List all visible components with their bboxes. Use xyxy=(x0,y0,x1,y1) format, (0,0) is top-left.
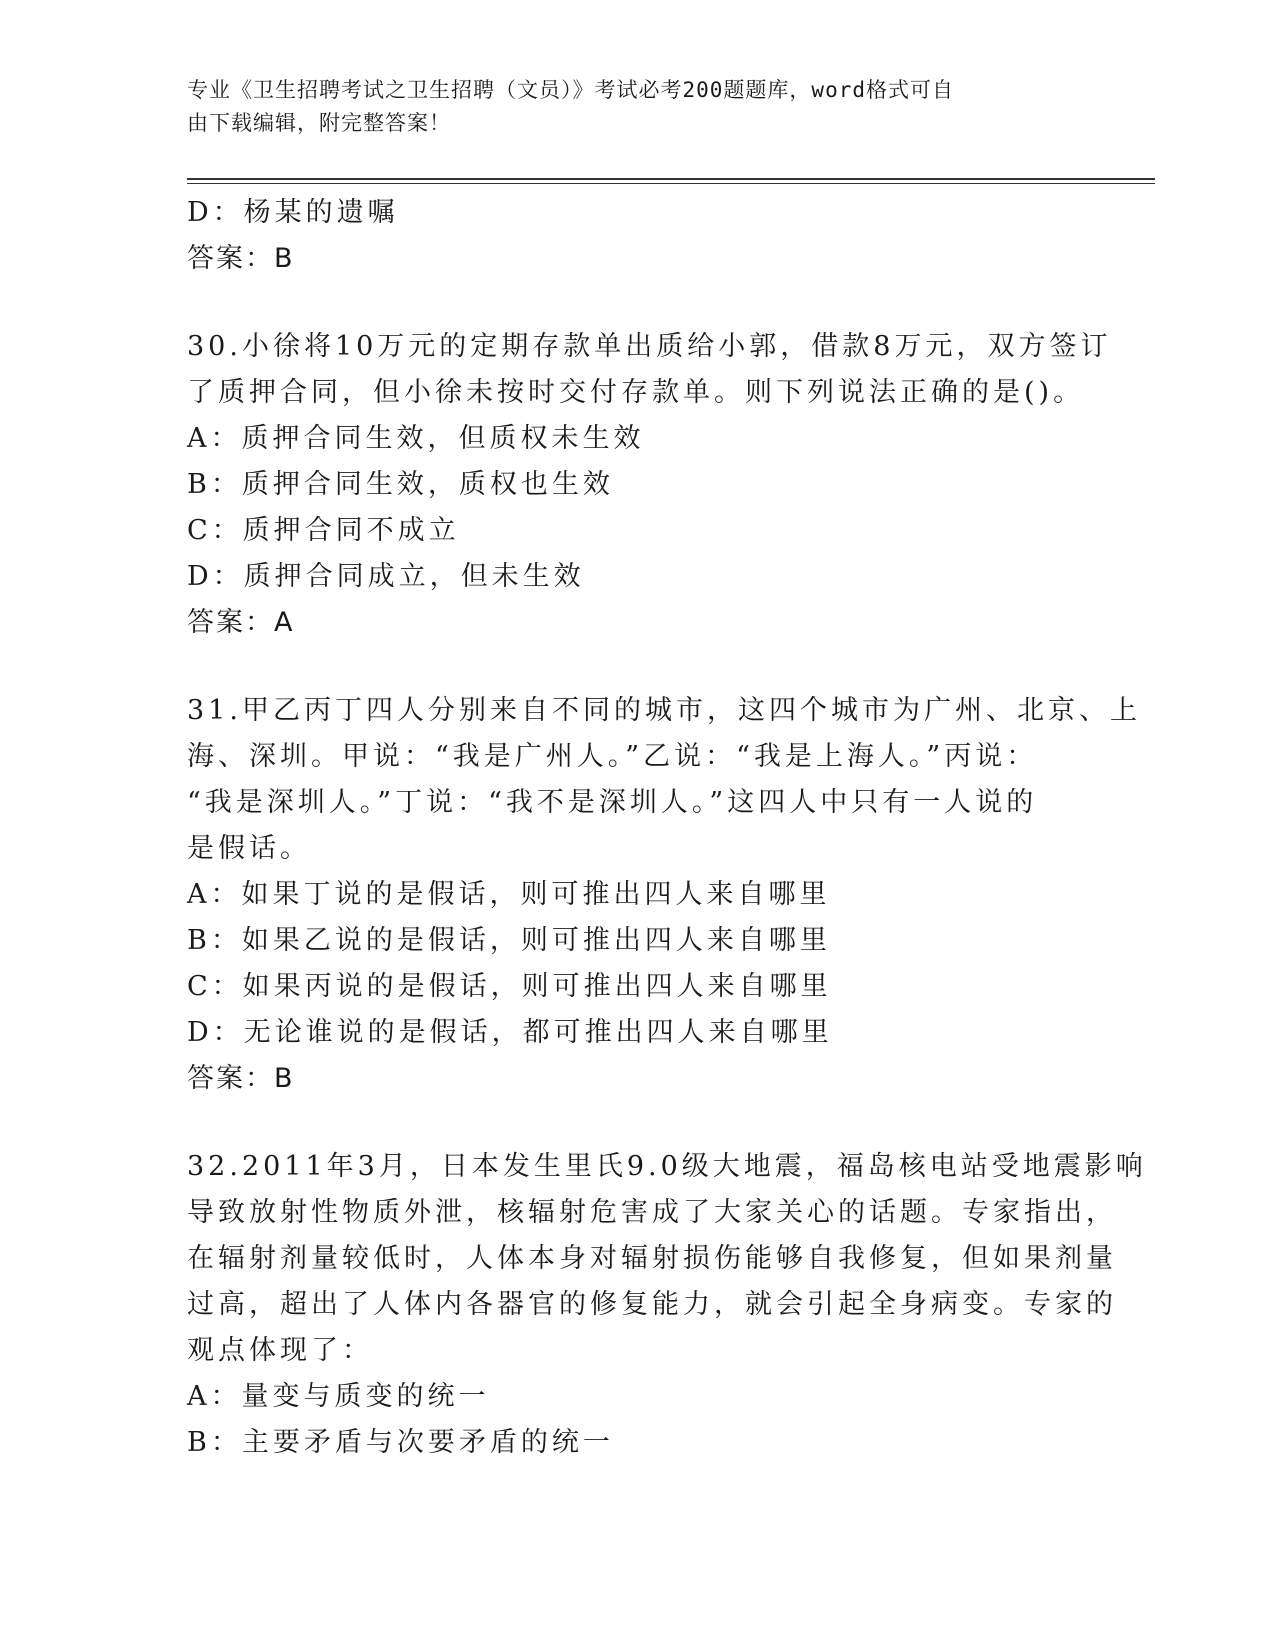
question-stem-line: 过高，超出了人体内各器官的修复能力，就会引起全身病变。专家的 xyxy=(187,1289,1117,1320)
question-stem-line: 观点体现了： xyxy=(187,1335,373,1366)
header-rule-thin xyxy=(187,183,1155,184)
spacer xyxy=(187,282,1087,324)
option-a: A：量变与质变的统一 xyxy=(187,1381,490,1412)
option-d: D：杨某的遗嘱 xyxy=(187,197,399,228)
question-32 xyxy=(187,1144,1147,1466)
answer: 答案：B xyxy=(187,1063,295,1094)
spacer xyxy=(187,1102,1087,1144)
question-stem-line: “我是深圳人。”丁说：“我不是深圳人。”这四人中只有一人说的 xyxy=(187,787,1038,818)
header-line-1: 专业《卫生招聘考试之卫生招聘（文员）》考试必考200题题库，word格式可自 xyxy=(187,78,954,102)
header-rule-thick xyxy=(187,178,1155,180)
option-d: D：质押合同成立，但未生效 xyxy=(187,561,585,592)
option-c: C：质押合同不成立 xyxy=(187,515,460,546)
question-stem-line: 了质押合同，但小徐未按时交付存款单。则下列说法正确的是()。 xyxy=(187,377,1085,408)
question-30 xyxy=(187,324,1112,646)
header-line-2: 由下载编辑，附完整答案！ xyxy=(187,111,451,135)
question-29-tail xyxy=(187,190,1087,282)
option-b: B：质押合同生效，质权也生效 xyxy=(187,469,614,500)
question-stem-line: 在辐射剂量较低时，人体本身对辐射损伤能够自我修复，但如果剂量 xyxy=(187,1243,1117,1274)
option-c: C：如果丙说的是假话，则可推出四人来自哪里 xyxy=(187,971,832,1002)
option-a: A：质押合同生效，但质权未生效 xyxy=(187,423,645,454)
question-stem-line: 是假话。 xyxy=(187,833,311,864)
page-header xyxy=(187,74,1067,140)
option-d: D：无论谁说的是假话，都可推出四人来自哪里 xyxy=(187,1017,833,1048)
question-stem-line: 31.甲乙丙丁四人分别来自不同的城市，这四个城市为广州、北京、上 xyxy=(187,695,1141,726)
option-b: B：主要矛盾与次要矛盾的统一 xyxy=(187,1427,614,1458)
option-a: A：如果丁说的是假话，则可推出四人来自哪里 xyxy=(187,879,831,910)
question-stem-line: 导致放射性物质外泄，核辐射危害成了大家关心的话题。专家指出， xyxy=(187,1197,1117,1228)
document-body xyxy=(187,190,1147,1466)
spacer xyxy=(187,646,1087,688)
question-stem-line: 32.2011年3月，日本发生里氏9.0级大地震，福岛核电站受地震影响 xyxy=(187,1151,1147,1182)
question-31 xyxy=(187,688,1141,1102)
answer: 答案：A xyxy=(187,607,295,638)
answer: 答案：B xyxy=(187,243,295,274)
option-b: B：如果乙说的是假话，则可推出四人来自哪里 xyxy=(187,925,831,956)
question-stem-line: 海、深圳。甲说：“我是广州人。”乙说：“我是上海人。”丙说： xyxy=(187,741,1038,772)
question-stem-line: 30.小徐将10万元的定期存款单出质给小郭，借款8万元，双方签订 xyxy=(187,331,1112,362)
